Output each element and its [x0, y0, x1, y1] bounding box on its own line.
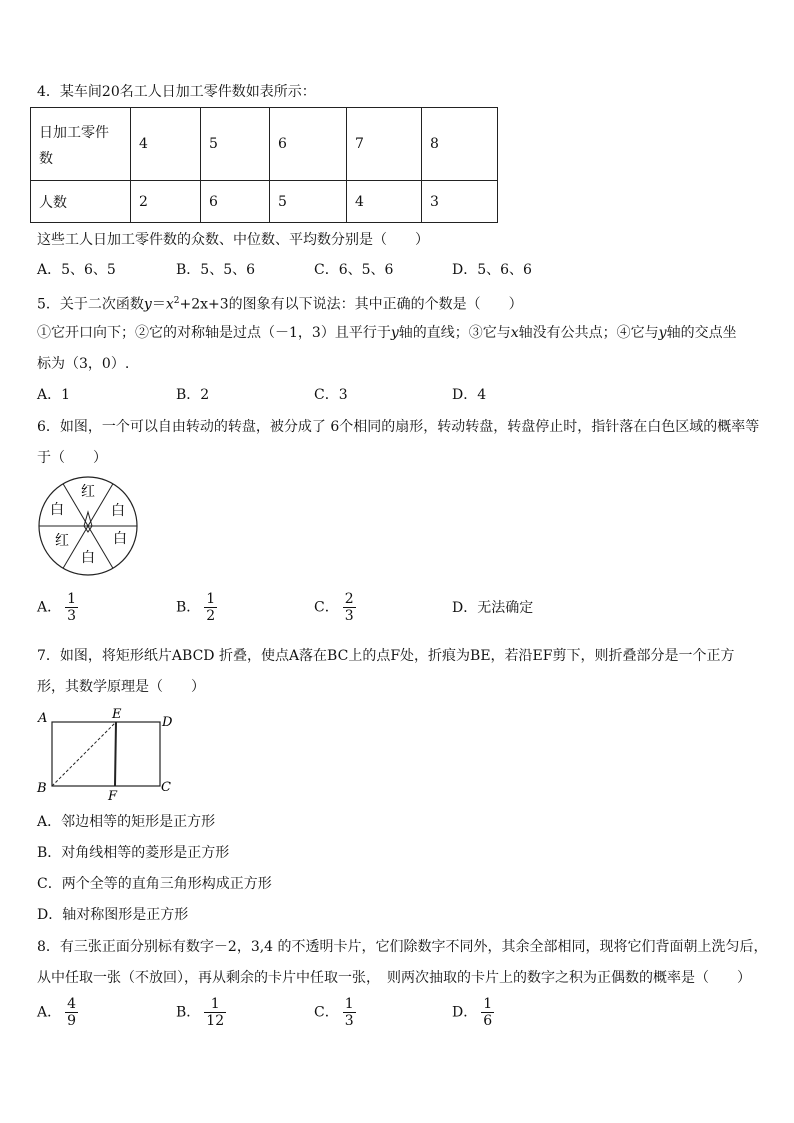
table-cell: 6	[270, 108, 347, 181]
sector-label: 白	[113, 531, 127, 547]
q7-option-a[interactable]: A．邻边相等的矩形是正方形	[37, 814, 216, 830]
table-cell: 3	[422, 181, 498, 223]
q6-option-b[interactable]: B． $\frac{1}{2}$	[176, 591, 216, 624]
q6-stem-cont: 于（ ）	[37, 450, 107, 466]
fraction: $\frac{2}{3}$	[344, 591, 354, 624]
q6-option-d[interactable]: D．无法确定	[452, 600, 534, 616]
spinner-pointer	[84, 512, 92, 532]
q5-option-c[interactable]: C．3	[314, 387, 348, 403]
q5-option-d[interactable]: D．4	[452, 387, 487, 403]
q4-data-table	[30, 107, 498, 223]
table-cell: 4	[347, 181, 422, 223]
q6-option-c[interactable]: C． $\frac{2}{3}$	[314, 591, 354, 624]
fraction: $\frac{1}{2}$	[206, 591, 216, 624]
label-d: D	[162, 715, 173, 730]
q7-stem-cont: 形，其数学原理是（ ）	[37, 679, 205, 695]
rectangle-fold-figure	[34, 704, 184, 804]
label-b: B	[37, 781, 47, 796]
table-header-cell: 人数	[31, 181, 131, 223]
table-cell: 5	[270, 181, 347, 223]
q8-option-a[interactable]: A． $\frac{4}{9}$	[37, 996, 77, 1029]
table-cell: 4	[131, 108, 201, 181]
q8-option-c[interactable]: C． $\frac{1}{3}$	[314, 996, 354, 1029]
q4-option-b[interactable]: B．5、5、6	[176, 262, 256, 278]
q6-stem: 6．如图，一个可以自由转动的转盘，被分成了 6个相同的扇形，转动转盘，转盘停止时，指针落在白色区域的概率等	[37, 419, 760, 435]
q4-option-d[interactable]: D．5、6、6	[452, 262, 532, 278]
q5-statements: ①它开口向下；②它的对称轴是过点（－1，3）且平行于y轴的直线；③它与x轴没有公共点；④它与y轴的交点坐	[37, 325, 737, 341]
q6-option-a[interactable]: A． $\frac{1}{3}$	[37, 591, 77, 624]
sector-label: 红	[55, 533, 69, 549]
cut-line-ef	[115, 722, 116, 786]
label-e: E	[112, 707, 122, 722]
q8-option-b[interactable]: B． $\frac{1}{12}$	[176, 996, 225, 1029]
q8-stem-cont: 从中任取一张（不放回），再从剩余的卡片中任取一张， 则两次抽取的卡片上的数字之积为正偶数的概率是（ ）	[37, 970, 751, 986]
q4-stem: 4．某车间20名工人日加工零件数如表所示：	[37, 84, 316, 100]
q8-stem: 8．有三张正面分别标有数字－2，3,4 的不透明卡片，它们除数字不同外，其余全部相同，现将它们背面朝上洗匀后，	[37, 939, 768, 955]
sector-label: 红	[81, 484, 95, 500]
label-f: F	[108, 789, 118, 804]
fraction: $\frac{4}{9}$	[67, 996, 77, 1029]
label-a: A	[38, 711, 48, 726]
sector-label: 白	[50, 502, 64, 518]
table-cell: 2	[131, 181, 201, 223]
q7-option-c[interactable]: C．两个全等的直角三角形构成正方形	[37, 876, 272, 892]
q7-stem: 7．如图，将矩形纸片ABCD 折叠，使点A落在BC上的点F处，折痕为BE，若沿EF剪下，则折叠部分是一个正方	[37, 648, 735, 664]
q5-option-b[interactable]: B．2	[176, 387, 210, 403]
q5-statements-cont: 标为（3，0）.	[37, 356, 130, 372]
q8-option-d[interactable]: D． $\frac{1}{6}$	[452, 996, 493, 1029]
table-cell: 8	[422, 108, 498, 181]
q5-option-a[interactable]: A．1	[37, 387, 71, 403]
q4-question: 这些工人日加工零件数的众数、中位数、平均数分别是（ ）	[37, 232, 429, 248]
spinner-figure	[36, 474, 140, 578]
table-cell: 5	[201, 108, 270, 181]
sector-label: 白	[111, 503, 125, 519]
table-cell: 6	[201, 181, 270, 223]
fold-line-be	[52, 722, 116, 786]
fraction: $\frac{1}{12}$	[206, 996, 225, 1029]
table-cell: 7	[347, 108, 422, 181]
fraction: $\frac{1}{3}$	[344, 996, 354, 1029]
q7-option-d[interactable]: D．轴对称图形是正方形	[37, 907, 189, 923]
fraction: $\frac{1}{6}$	[483, 996, 493, 1029]
q4-option-c[interactable]: C．6、5、6	[314, 262, 394, 278]
q5-stem: 5．关于二次函数$y=x^2+2x+3$的图象有以下说法：其中正确的个数是（ ）	[37, 296, 523, 313]
sector-label: 白	[81, 550, 95, 566]
q7-option-b[interactable]: B．对角线相等的菱形是正方形	[37, 845, 230, 861]
table-header-cell: 日加工零件 数	[31, 108, 131, 181]
q4-option-a[interactable]: A．5、6、5	[37, 262, 116, 278]
label-c: C	[161, 780, 171, 795]
fraction: $\frac{1}{3}$	[67, 591, 77, 624]
